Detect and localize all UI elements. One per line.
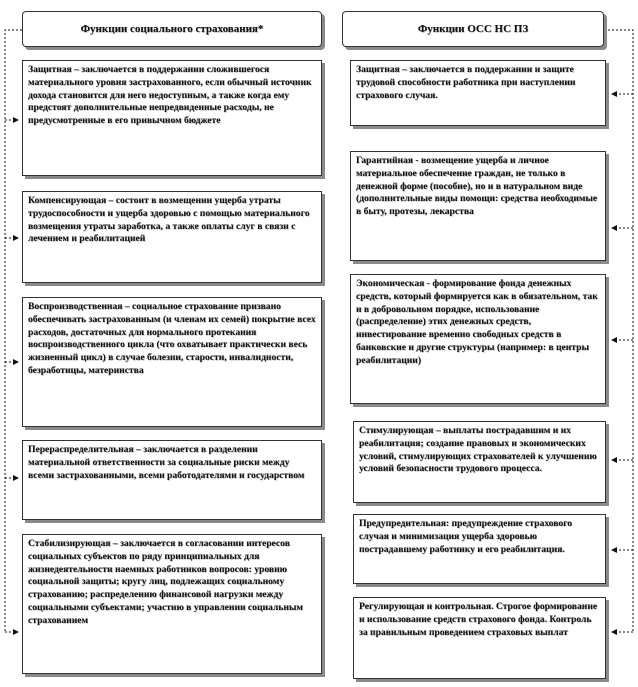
right-item-economic: Экономическая - формирование фонда денежных средств, который формируется как в обязательном, так и в добровольном порядке, использование (распределение) этих денежных средств, инвестирование временно свободных средств в банковские и другие структуры (например: в центры реабилитации) xyxy=(350,274,606,404)
right-item-guarantee: Гарантийная - возмещение ущерба и личное материальное обеспечение граждан, не только в денежной форме (пособие), но и в натуральном виде (дополнительные виды помощи: средства необходимые в быту, протезы, лекарства xyxy=(350,151,606,261)
left-item-redistributive: Перераспределительная – заключается в разделении материальной ответственности за социальные риски между всеми застрахованными, всеми работодателями и государством xyxy=(22,440,322,520)
right-bracket-line xyxy=(604,30,633,632)
right-item-protective: Защитная – заключается в поддержании и защите трудовой способности работника при наступлении страхового случая. xyxy=(350,60,606,126)
right-item-preventive: Предупредительная: предупреждение страхового случая и минимизация ущерба здоровью пострадавшему работнику и его реабилитация. xyxy=(353,514,606,584)
right-item-regulatory: Регулирующая и контрольная. Строгое формирование и использование средств страхового фонда. Контроль за правильным проведением страховых выплат xyxy=(353,597,606,679)
left-item-compensating: Компенсирующая – состоит в возмещении ущерба утраты трудоспособности и ущерба здоровью с помощью материального возмещения утраты заработка, а также оплаты слуг в связи с лечением и реабилитацией xyxy=(22,191,322,283)
left-item-protective: Защитная – заключается в поддержании сложившегося материального уровня застрахованного, если обычный источник дохода становится для него недоступным, а также когда ему предстоят дополнительные непредвиденные расходы, не предусмотренные в его привычном бюджете xyxy=(22,60,322,176)
left-header: Функции социального страхования* xyxy=(22,11,322,47)
right-item-stimulating: Стимулирующая – выплаты пострадавшим и их реабилитация; создание правовых и экономических условий, стимулирующих страхователей к улучшению условий безопасности трудового процесса. xyxy=(353,421,606,503)
right-header: Функции ОСС НС ПЗ xyxy=(342,11,604,47)
left-item-reproductive: Воспроизводственная – социальное страхование призвано обеспечивать застрахованным (и членам их семей) покрытие всех расходов, достаточных для нормального протекания воспроизводственного цикла (что охватывает практически весь жизненный цикл) в случае болезни, старости, инвалидности, безработицы, материнства xyxy=(22,297,322,427)
left-item-stabilizing: Стабилизирующая – заключается в согласовании интересов социальных субъектов по ряду принципиальных для жизнедеятельности наемных работников вопросов: уровню социальной защиты; кругу лиц, подлежащих социальному страхованию; распределению финансовой нагрузки между социальными субъектами; участию в управлении социальным страхованием xyxy=(22,534,322,674)
